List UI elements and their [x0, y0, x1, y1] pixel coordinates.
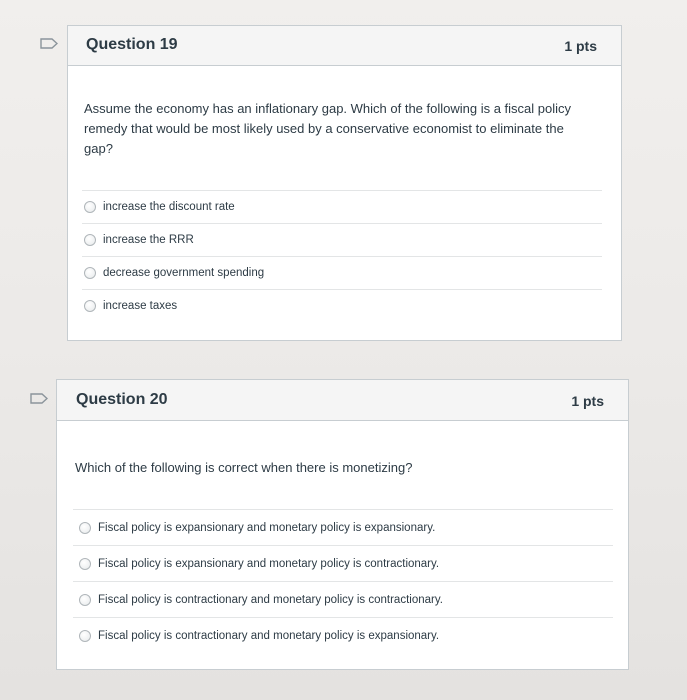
question-title: Question 19: [86, 36, 178, 53]
answer-label[interactable]: Fiscal policy is contractionary and monetary policy is expansionary.: [98, 629, 440, 642]
question-20: [56, 379, 629, 670]
question-points: 1 pts: [571, 393, 604, 409]
answer-list: [82, 190, 602, 322]
radio-button[interactable]: [79, 630, 91, 642]
radio-button[interactable]: [79, 594, 91, 606]
radio-button[interactable]: [84, 300, 96, 312]
answer-option[interactable]: [73, 581, 613, 617]
radio-button[interactable]: [84, 267, 96, 279]
radio-button[interactable]: [79, 558, 91, 570]
radio-button[interactable]: [79, 522, 91, 534]
answer-option[interactable]: [82, 223, 602, 256]
question-text: Which of the following is correct when there is monetizing?: [75, 460, 413, 475]
answer-label[interactable]: Fiscal policy is expansionary and monetary policy is contractionary.: [98, 557, 440, 570]
answer-label[interactable]: increase the RRR: [103, 234, 194, 246]
question-text: Assume the economy has an inflationary gap. Which of the following is a fiscal policy remedy that would be most likely used by a conservative economist to eliminate the gap?: [84, 101, 572, 156]
question-points: 1 pts: [564, 38, 597, 54]
answer-option[interactable]: [73, 617, 613, 653]
answer-list: [73, 509, 613, 653]
answer-label[interactable]: decrease government spending: [103, 267, 265, 279]
answer-option[interactable]: [82, 289, 602, 322]
answer-option[interactable]: [82, 190, 602, 223]
answer-label[interactable]: Fiscal policy is expansionary and monetary policy is expansionary.: [98, 521, 436, 534]
answer-label[interactable]: increase taxes: [103, 300, 178, 312]
flag-question-icon[interactable]: [40, 38, 58, 49]
question-title: Question 20: [76, 391, 168, 408]
answer-option[interactable]: [73, 545, 613, 581]
radio-button[interactable]: [84, 201, 96, 213]
question-header: [57, 380, 628, 421]
answer-label[interactable]: increase the discount rate: [103, 201, 235, 213]
answer-option[interactable]: [73, 509, 613, 545]
question-19: [67, 25, 622, 341]
radio-button[interactable]: [84, 234, 96, 246]
answer-option[interactable]: [82, 256, 602, 289]
question-header: [68, 26, 621, 66]
answer-label[interactable]: Fiscal policy is contractionary and monetary policy is contractionary.: [98, 593, 443, 606]
flag-question-icon[interactable]: [30, 393, 48, 404]
